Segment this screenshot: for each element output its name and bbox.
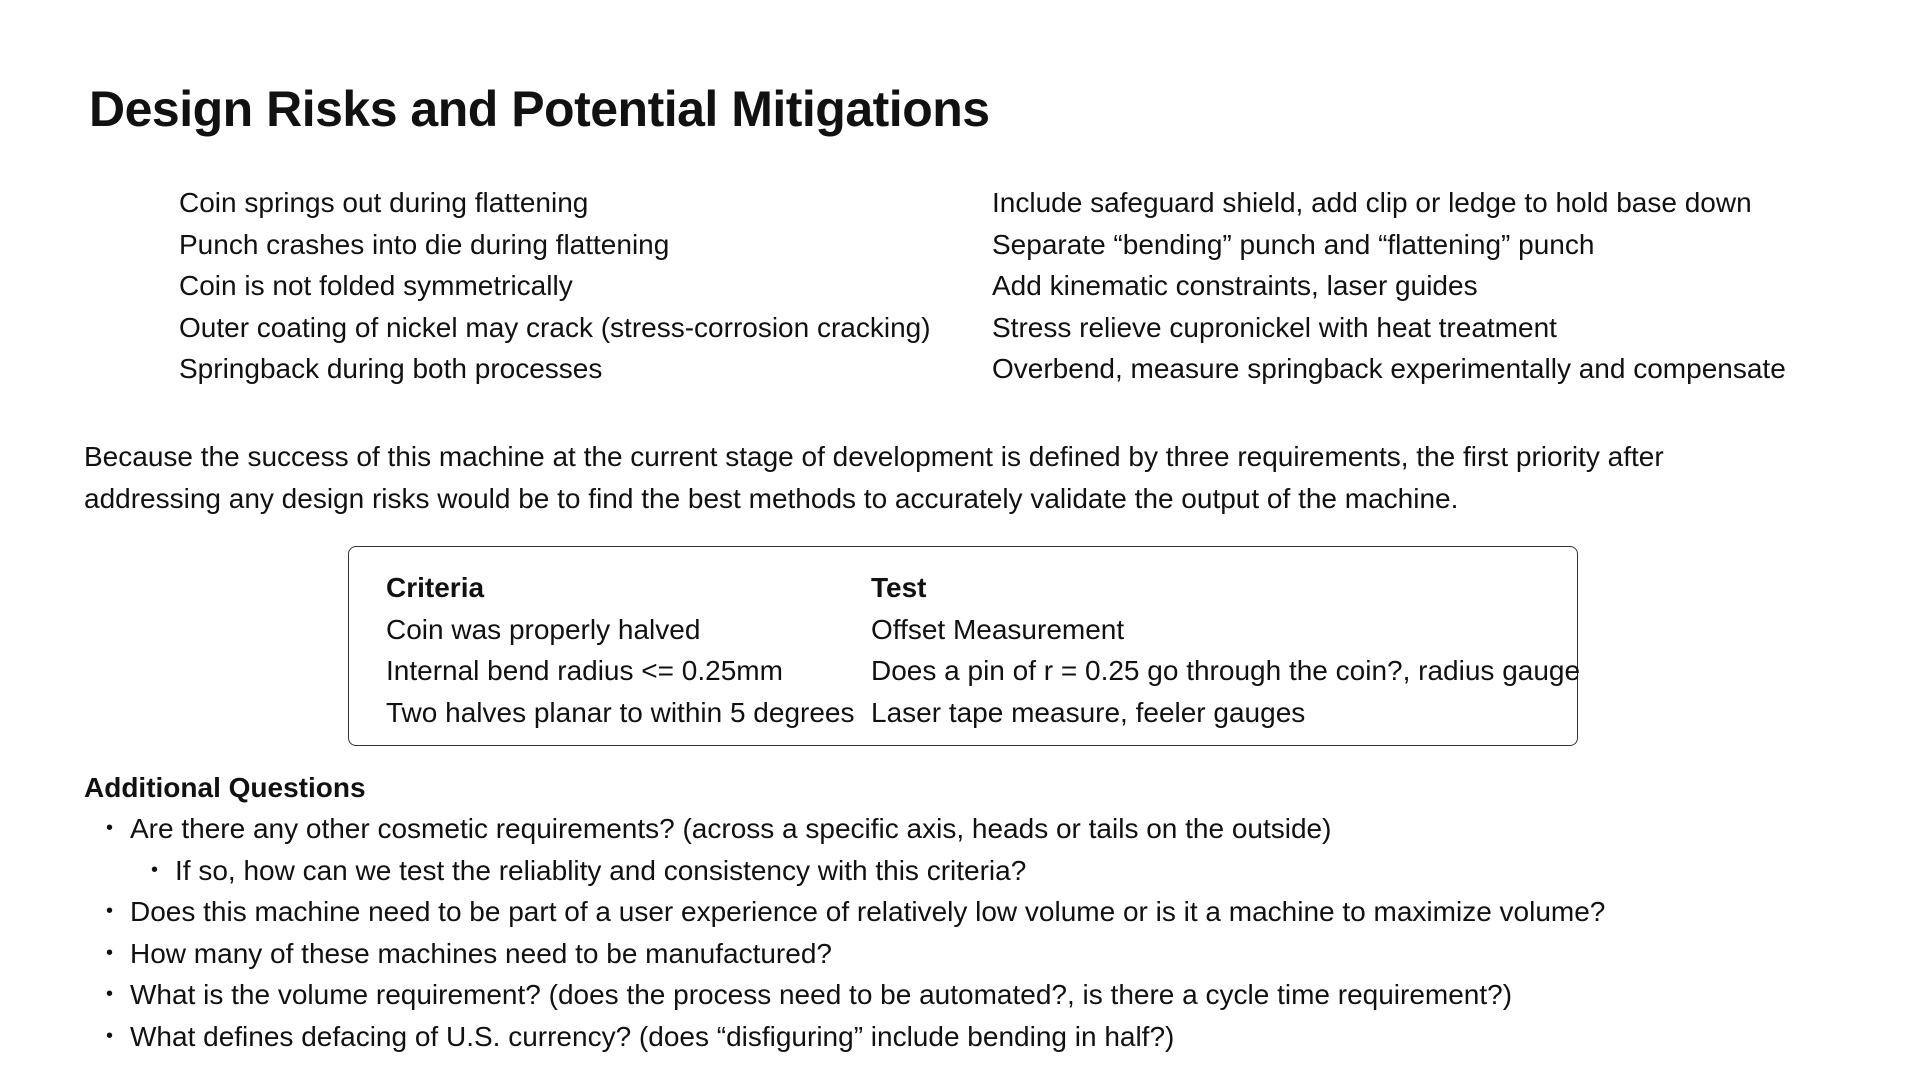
risk-item: Outer coating of nickel may crack (stress-corrosion cracking) <box>179 311 931 343</box>
risk-item: Coin springs out during flattening <box>179 187 589 218</box>
mitigation-list <box>992 182 1786 390</box>
bullet-icon: • <box>106 900 114 922</box>
bullet-icon: • <box>151 858 159 881</box>
risk-item: Punch crashes into die during flattening <box>179 228 670 260</box>
mitigation-item: Stress relieve cupronickel with heat treatment <box>992 311 1557 343</box>
question-item <box>84 933 1605 975</box>
test-cell: Laser tape measure, feeler gauges <box>871 696 1306 728</box>
risk-list <box>179 182 931 390</box>
criteria-header: Criteria <box>386 572 485 603</box>
question-text: Does this machine need to be part of a user experience of relatively low volume or is it a machine to maximize volume? <box>130 896 1606 927</box>
bullet-icon: • <box>106 941 114 964</box>
question-subitem <box>84 850 1605 892</box>
criteria-cell: Internal bend radius <= 0.25mm <box>386 655 783 686</box>
test-column <box>871 567 1580 733</box>
criteria-cell: Two halves planar to within 5 degrees <box>386 696 855 728</box>
mitigation-item: Separate “bending” punch and “flattening” punch <box>992 228 1595 260</box>
question-text: What is the volume requirement? (does the process need to be automated?, is there a cycle time requirement?) <box>130 979 1513 1010</box>
criteria-column <box>386 567 855 733</box>
paragraph-line: addressing any design risks would be to find the best methods to accurately validate the output of the machine. <box>84 482 1459 514</box>
risk-item: Coin is not folded symmetrically <box>179 270 573 301</box>
question-text: How many of these machines need to be manufactured? <box>130 937 832 969</box>
criteria-cell: Coin was properly halved <box>386 613 701 645</box>
question-item <box>84 974 1605 1016</box>
bullet-icon: • <box>106 1024 114 1047</box>
paragraph-line: Because the success of this machine at the current stage of development is defined by three requirements, the first priority after <box>84 441 1664 472</box>
additional-questions-heading: Additional Questions <box>84 772 366 803</box>
bullet-icon: • <box>106 817 114 839</box>
question-text: Are there any other cosmetic requirements? (across a specific axis, heads or tails on the outside) <box>130 813 1332 844</box>
mitigation-item: Include safeguard shield, add clip or ledge to hold base down <box>992 187 1752 218</box>
question-text: What defines defacing of U.S. currency? (does “disfiguring” include bending in half?) <box>130 1020 1175 1052</box>
question-item <box>84 1016 1605 1058</box>
criteria-table <box>348 546 1581 746</box>
test-header: Test <box>871 572 927 603</box>
additional-questions-list <box>84 808 1605 1057</box>
question-item <box>84 891 1605 933</box>
mitigation-item: Overbend, measure springback experimentally and compensate <box>992 353 1786 384</box>
question-text: If so, how can we test the reliablity and consistency with this criteria? <box>175 854 1027 886</box>
risk-item: Springback during both processes <box>179 353 603 384</box>
test-cell: Does a pin of r = 0.25 go through the coin?, radius gauge <box>871 655 1581 686</box>
mitigation-item: Add kinematic constraints, laser guides <box>992 270 1478 301</box>
validation-paragraph <box>84 436 1784 519</box>
question-item <box>84 808 1605 850</box>
page-title: Design Risks and Potential Mitigations <box>89 81 990 137</box>
bullet-icon: • <box>106 983 114 1005</box>
test-cell: Offset Measurement <box>871 613 1125 645</box>
